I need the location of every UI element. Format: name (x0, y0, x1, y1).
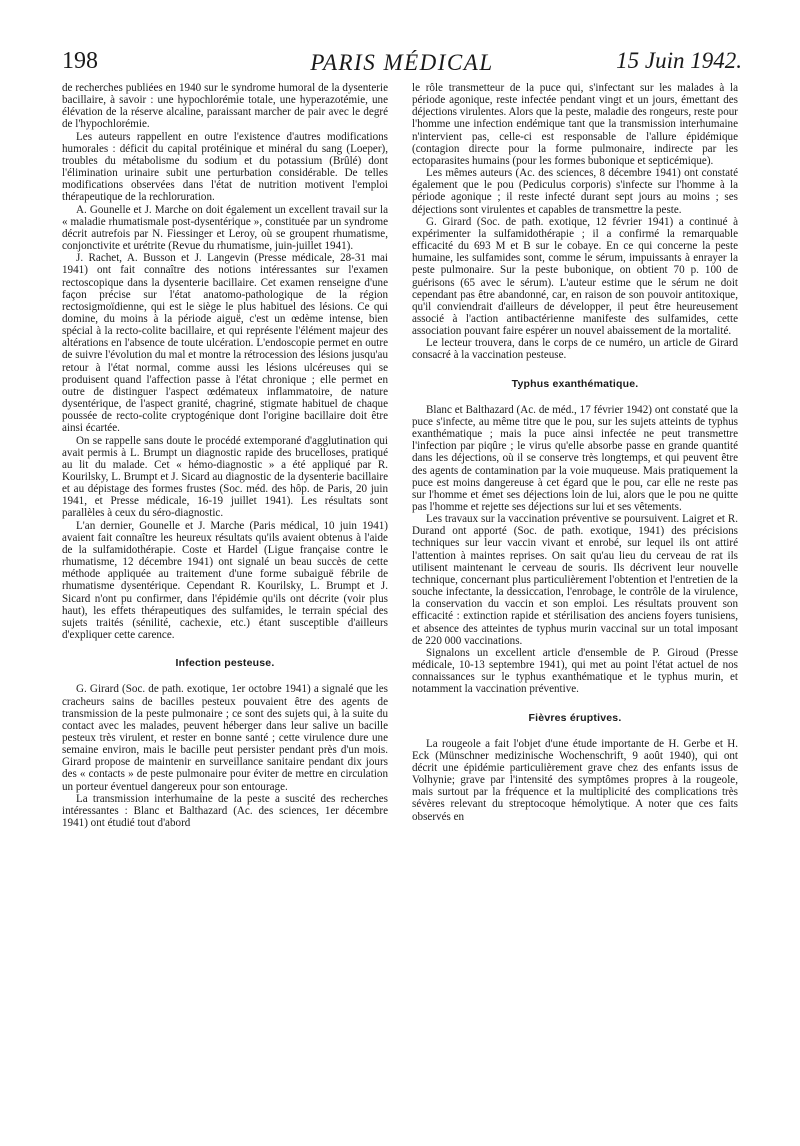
paragraph: Les mêmes auteurs (Ac. des sciences, 8 décembre 1941) ont constaté également que le pou (Pediculus corporis) s'infecte sur l'homme à la période agonique ; il reste infecté durant sept jours au moins ; ses déjections sont virulentes et capables de transmettre la peste. (412, 167, 738, 216)
journal-title: PARIS MÉDICAL (310, 50, 494, 75)
paragraph: le rôle transmetteur de la puce qui, s'infectant sur les malades à la période agonique, reste infectée pendant vingt et un jours, émettant des déjections virulentes. Alors que la peste, maladie des rongeurs, reste pour l'homme une infection endémique tant que la transmission interhumaine n'intervient pas, celle-ci est responsable de l'allure épidémique (contagion directe pour la forme pulmonaire, indirecte par les ectoparasites humains (pour les formes bubonique et septicémique). (412, 82, 738, 167)
paragraph: La rougeole a fait l'objet d'une étude importante de H. Gerbe et H. Eck (Münschner medizinische Wochenschrift, 9 août 1940), qui ont décrit une épidémie particulièrement grave chez des enfants issus de Volhynie; grave par l'intensité des symptômes propres à la rougeole, mais surtout par la fréquence et la multiplicité des complications très sévères relevant du streptocoque hémolytique. A noter que ces faits observés en (412, 737, 738, 823)
paragraph: G. Girard (Soc. de path. exotique, 12 février 1941) a continué à expérimenter la sulfamidothérapie ; il a confirmé la remarquable efficacité du 693 M et B sur le cobaye. En ce qui concerne la peste humaine, les sulfamides sont, comme le sérum, impuissants à enrayer la peste pulmonaire. Sur la peste bubonique, on obtient 70 p. 100 de guérisons (65 avec le sérum). L'auteur estime que le sérum ne doit cependant pas être abandonné, car, en raison de son pouvoir antitoxique, qu'il conviendrait d'ailleurs de développer, il peut être heureusement associé à l'action antibactérienne manifeste des sulfamides, cette association pouvant faire espérer un nouvel abaissement de la mortalité. (412, 215, 738, 338)
left-column (62, 82, 388, 829)
paragraph: On se rappelle sans doute le procédé extemporané d'agglutination qui avait permis à L. Brumpt un diagnostic rapide des brucelloses, pratiqué au lit du malade. Cet « hémo-diagnostic » a été appliqué par R. Kourilsky, L. Brumpt et J. Sicard au diagnostic de la dysenterie bacillaire et au dépistage des formes frustes (Soc. méd. des hôp. de Paris, 20 juin 1941, et Presse médicale, 16-19 juillet 1941). Les résultats sont parallèles à ceux du séro-diagnostic. (62, 434, 388, 520)
paragraph: G. Girard (Soc. de path. exotique, 1er octobre 1941) a signalé que les cracheurs sains de bacilles pesteux pouvaient être des agents de transmission de la peste pulmonaire ; ce sont des sujets qui, à la suite du contact avec les malades, peuvent héberger dans leur salive un bacille pesteux très virulent, et rester en bonne santé ; cette virulence dure une semaine environ, mais le bacille peut persister pendant près d'un mois. Girard propose de maintenir en surveillance sanitaire pendant dix jours des « contacts » de peste pulmonaire pour éviter de mettre en circulation un porteur éventuel dangereux pour son entourage. (62, 683, 388, 793)
paragraph: Les travaux sur la vaccination préventive se poursuivent. Laigret et R. Durand ont apporté (Soc. de path. exotique, 1941) des précisions techniques sur leur vaccin vivant et enrobé, sur lequel ils ont attiré l'attention à maintes reprises. On sait qu'au lieu du cerveau de rat ils utilisent maintenant le cerveau de souris. Ils décrivent leur nouvelle technique, concernant plus particulièrement l'obtention et l'entretien de la souche infectante, la dessiccation, l'enrobage, le contrôle de la virulence, la conservation du vaccin et son emploi. Les résultats prouvent son efficacité : extinction rapide et stérilisation des anciens foyers tunisiens, et absence des atteintes de typhus murin vaccinal sur un total imposant de 220 000 vaccinations. (412, 513, 738, 647)
paragraph: J. Rachet, A. Busson et J. Langevin (Presse médicale, 28-31 mai 1941) ont fait connaître des notions intéressantes sur l'examen rectoscopique dans la dysenterie bacillaire. Cet examen renseigne d'une façon précise sur l'état anatomo-pathologique de la région rectosigmoïdienne, qui est le siège le plus habituel des lésions. Ce qui domine, du moins à la période aiguë, c'est un œdème intense, bien spécial à la recto-colite bacillaire, et qui représente l'élément majeur des altérations en l'absence de toute ulcération. L'endoscopie permet en outre de suivre l'évolution du mal et montre la rétrocession des lésions jusqu'au retour à l'état normal, comme aussi les lésions ulcéreuses qui se produisent quand l'affection passe à l'état chronique ; elle permet en outre de distinguer l'aspect œdémateux inflammatoire, de nature dysentérique, de l'aspect granité, chagriné, stigmate habituel de chaque poussée de recto-colite cryptogénique dont l'origine bacillaire doit être ainsi écartée. (62, 252, 388, 435)
paragraph: L'an dernier, Gounelle et J. Marche (Paris médical, 10 juin 1941) avaient fait connaître les heureux résultats qu'ils avaient obtenus à l'aide de la sulfamidothérapie. Coste et Hardel (Ligue française contre le rhumatisme, 12 décembre 1941) ont signalé un beau succès de cette méthode appliquée au traitement d'une forme subaiguë fébrile de rhumatisme dysentérique. Cependant R. Kourilsky, L. Brumpt et J. Sicard n'ont pu confirmer, dans l'épidémie qu'ils ont décrite (voir plus haut), les effets thérapeutiques des sulfamides, le terrain spécial des sujets traités (sénilité, cachexie, etc.) étant susceptible d'ailleurs d'expliquer cette carence. (62, 519, 388, 642)
section-heading: Typhus exanthématique. (511, 377, 639, 390)
paragraph: Le lecteur trouvera, dans le corps de ce numéro, un article de Girard consacré à la vaccination pesteuse. (412, 337, 738, 362)
section-heading: Infection pesteuse. (175, 657, 275, 670)
paragraph: La transmission interhumaine de la peste a suscité des recherches intéressantes : Blanc et Balthazard (Ac. des sciences, 1er décembre 1941) ont étudié tout d'abord (62, 792, 388, 830)
paragraph: Les auteurs rappellent en outre l'existence d'autres modifications humorales : déficit du capital protéinique et minéral du sang (Loeper), troubles du métabolisme du sodium et du potassium (Brûlé) dont l'élimination urinaire subit une perturbation considérable. De telles modifications observées dans l'état de nutrition motivent l'emploi thérapeutique de la rechloruration. (62, 130, 388, 204)
issue-date: 15 Juin 1942. (616, 48, 742, 73)
paragraph: A. Gounelle et J. Marche on doit également un excellent travail sur la « maladie rhumatismale post-dysentérique », constituée par un syndrome décrit autrefois par N. Fiessinger et Leroy, où se groupent rhumatisme, conjonctivite et urétrite (Revue du rhumatisme, juin-juillet 1941). (62, 203, 388, 253)
paragraph: Signalons un excellent article d'ensemble de P. Giroud (Presse médicale, 10-13 septembre 1941), qui met au point l'état actuel de nos connaissances sur le typhus exanthématique et le typhus murin, et notamment la vaccination préventive. (412, 646, 738, 696)
paragraph: Blanc et Balthazard (Ac. de méd., 17 février 1942) ont constaté que la puce s'infecte, au même titre que le pou, sur les sujets atteints de typhus exanthématique ; mais la puce ainsi infectée ne peut transmettre l'infection par piqûre ; le virus qu'elle absorbe passe en grande quantité dans les déjections, où il se conserve très longtemps, et qui peuvent être des agents de contamination par la voie muqueuse. Mais pratiquement la puce est moins dangereuse à cet égard que le pou, car elle ne reste pas sur l'homme et émet ses déjections loin de lui, alors que le pou ne quitte pas l'homme et rejette ses déjections sur lui et ses vêtements. (412, 403, 738, 513)
page-number: 198 (62, 48, 98, 74)
paragraph: de recherches publiées en 1940 sur le syndrome humoral de la dysenterie bacillaire, à savoir : une hypochlorémie totale, une hyperazotémie, une élévation de la réserve alcaline, paraissant marcher de pair avec le degré de l'hypochlorémie. (62, 82, 388, 131)
right-column (412, 82, 738, 823)
page-header (62, 48, 742, 82)
section-heading: Fièvres éruptives. (528, 711, 622, 724)
